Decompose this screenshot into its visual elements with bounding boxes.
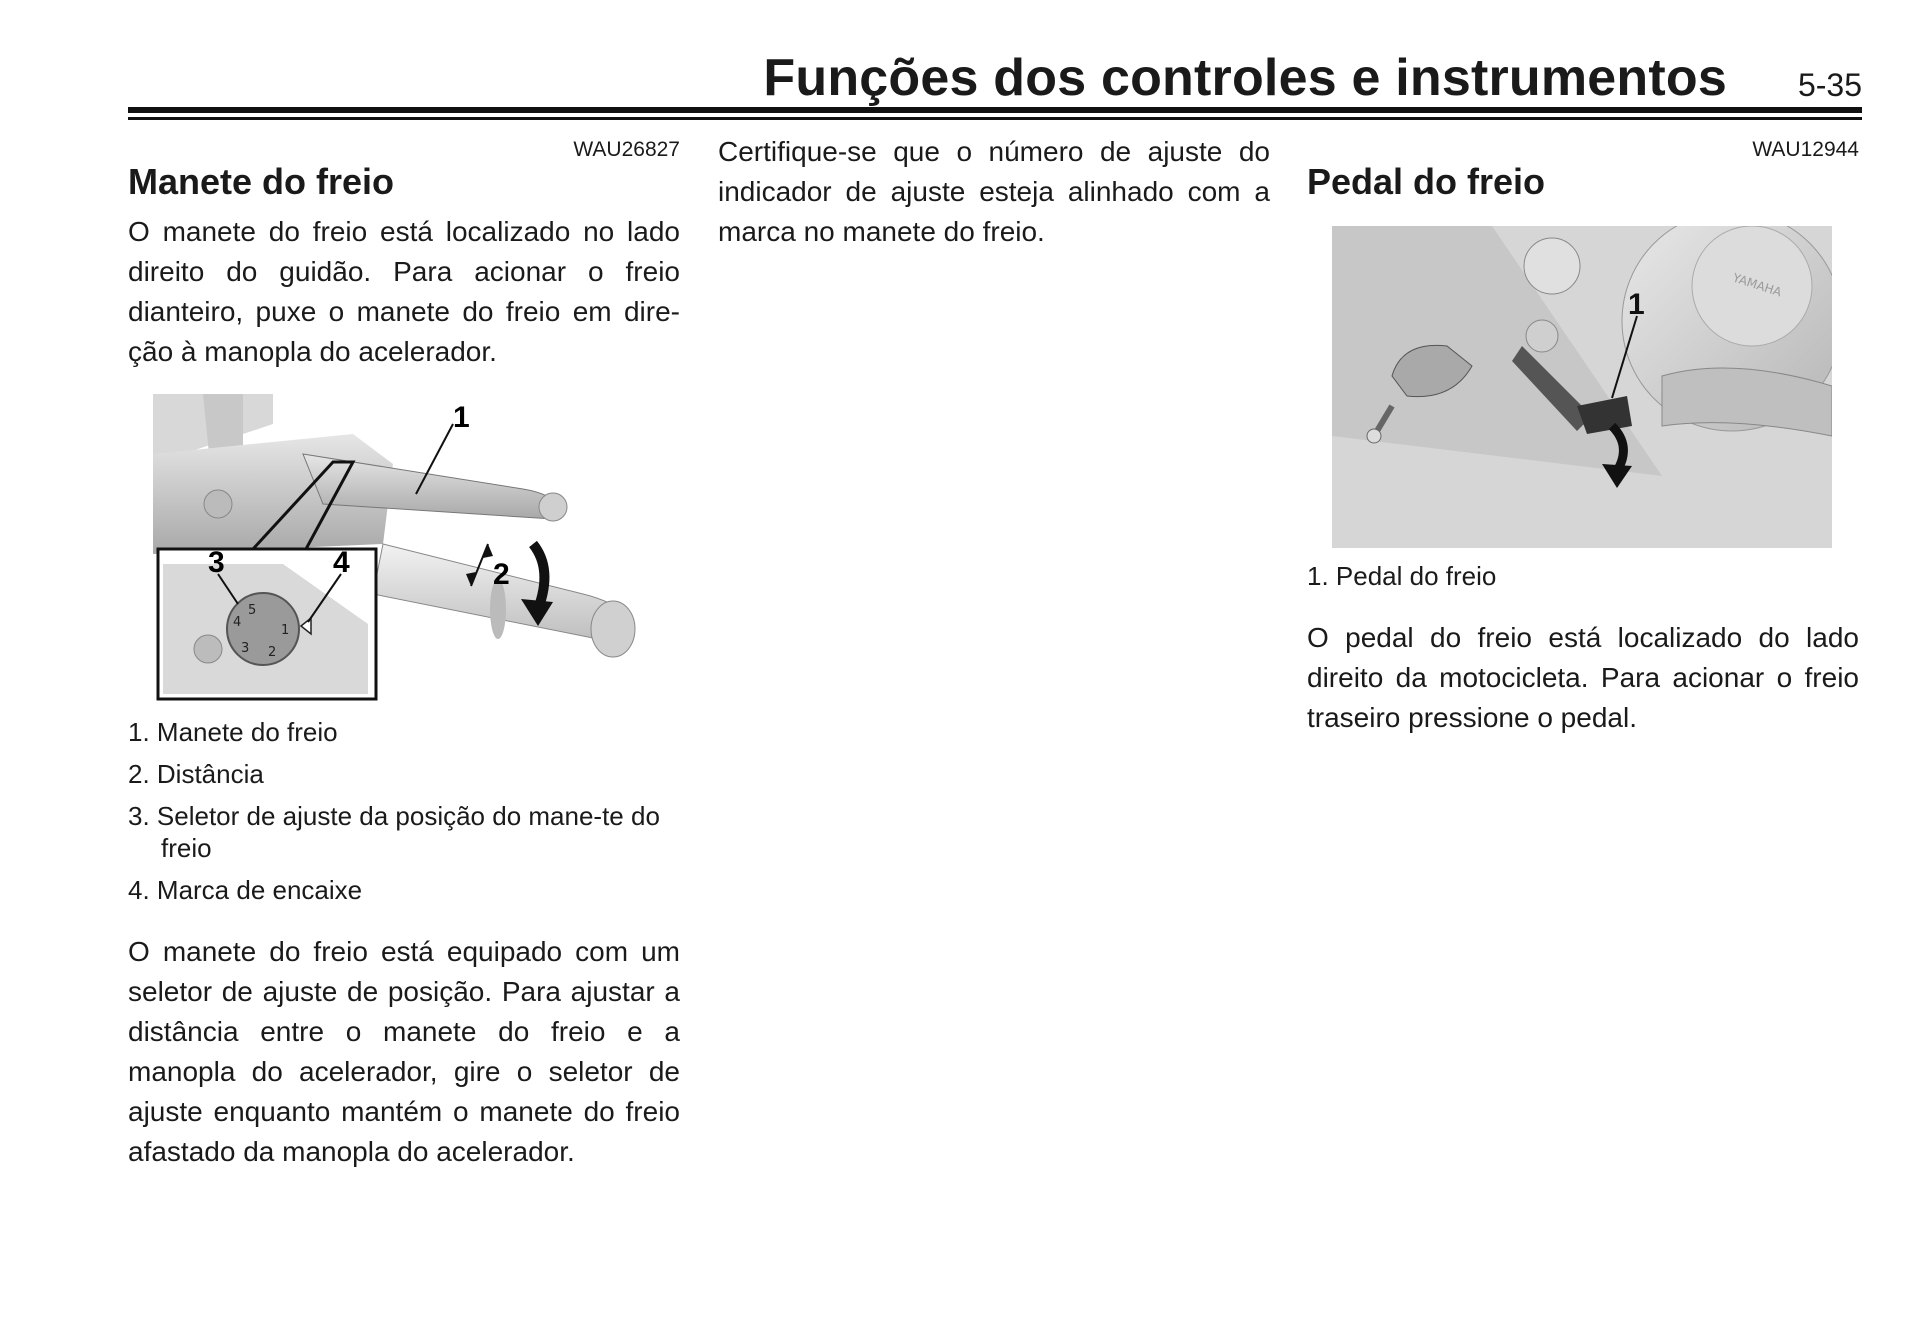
column-brake-pedal: [1307, 132, 1859, 738]
page-header: [128, 48, 1862, 122]
mount-bolt: [204, 490, 232, 518]
dial-number-1: 1: [281, 623, 290, 638]
caption-item: 4. Marca de encaixe: [128, 875, 363, 905]
column-continuation: [718, 132, 1270, 252]
brake-lever-figure: [153, 394, 653, 704]
dial-number-2: 2: [268, 645, 277, 660]
caption-item: 3. Seletor de ajuste da posição do mane-te do freio: [128, 801, 660, 863]
engine-brand-emboss: YAMAHA: [1731, 270, 1784, 300]
dial-number-5: 5: [248, 603, 257, 618]
section-code: WAU12944: [1752, 138, 1859, 161]
brake-lever-illustration: [153, 394, 653, 704]
sidestand-knob: [1367, 429, 1381, 443]
brake-pedal-captions: [1307, 560, 1859, 592]
figure-label-4: 4: [333, 546, 350, 579]
caption-item: 2. Distância: [128, 759, 264, 789]
section-title-brake-pedal: Pedal do freio: [1307, 161, 1546, 202]
brake-pedal-illustration: [1332, 226, 1832, 548]
figure-label-1: 1: [453, 401, 470, 434]
brake-lever-captions: [128, 716, 680, 906]
figure-label-3: 3: [208, 546, 225, 579]
lever-tip: [539, 493, 567, 521]
brake-lever-check-text: Certifique-se que o número de ajuste do indicador de ajuste esteja alinhado com a marca no manete do freio.: [718, 136, 1270, 247]
pivot-bolt: [1524, 238, 1580, 294]
chapter-title: Funções dos controles e instrumentos: [763, 49, 1727, 107]
column-brake-lever: [128, 132, 680, 1172]
pedal-pivot: [1526, 320, 1558, 352]
dial-number-4: 4: [233, 615, 242, 630]
brake-pedal-text: O pedal do freio está localizado do lado direito da motocicleta. Para acionar o freio traseiro pressione o pedal.: [1307, 622, 1859, 733]
page-number: 5-35: [1797, 67, 1862, 103]
caption-item: 1. Manete do freio: [128, 717, 338, 747]
brake-lever-intro: O manete do freio está localizado no lado direito do guidão. Para acionar o freio dianteiro, puxe o manete do freio em dire-ção à manopla do acelerador.: [128, 216, 680, 367]
figure-label-2: 2: [493, 558, 510, 591]
brake-lever-adjust-text: O manete do freio está equipado com um seletor de ajuste de posição. Para ajustar a distância entre o manete do freio e a manopla do acelerador, gire o seletor de ajuste enquanto mantém o manete do freio afastado da manopla do acelerador.: [128, 936, 680, 1167]
grip-end: [591, 601, 635, 657]
inset-bolt: [194, 635, 222, 663]
dial-number-3: 3: [241, 641, 250, 656]
section-title-brake-lever: Manete do freio: [128, 161, 395, 202]
brake-pedal-figure: [1332, 226, 1832, 548]
caption-item: 1. Pedal do freio: [1307, 561, 1497, 591]
header-rule-thin: [128, 117, 1862, 120]
figure-label-1: 1: [1628, 288, 1645, 321]
header-rule-thick: [128, 107, 1862, 113]
section-code: WAU26827: [573, 138, 680, 161]
